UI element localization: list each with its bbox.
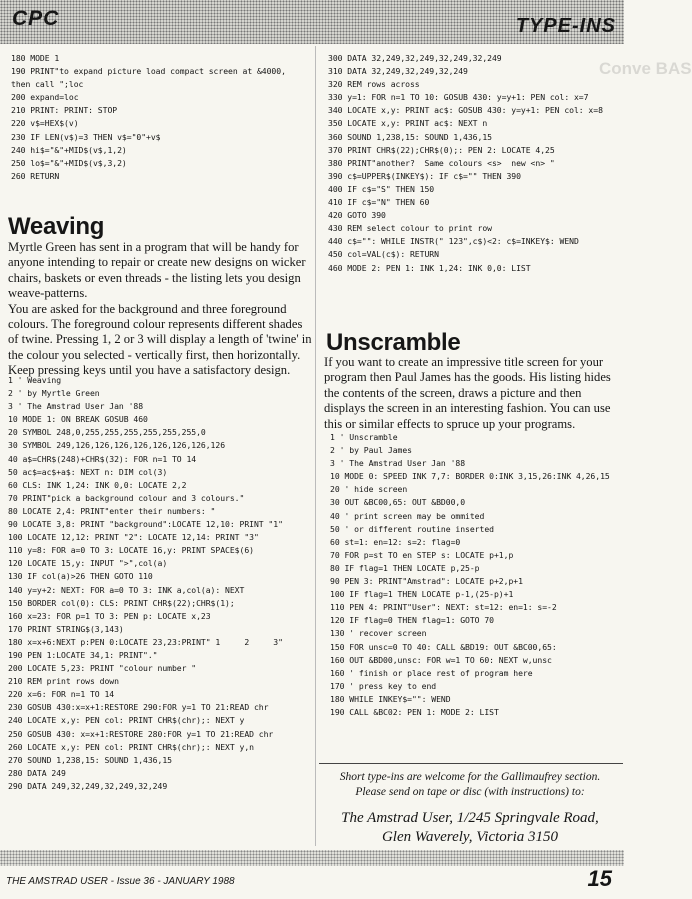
code-line: 240 LOCATE x,y: PEN col: PRINT CHR$(chr);: NEXT y	[8, 715, 245, 726]
unscramble-intro	[324, 355, 620, 432]
code-line: 150 BORDER col(0): CLS: PRINT CHR$(22);CHR$(1);	[8, 597, 235, 608]
code-line: 10 MODE 1: ON BREAK GOSUB 460	[8, 414, 148, 425]
code-line: 210 REM print rows down	[8, 676, 119, 687]
facing-page-bleed: Conve BAS	[599, 59, 692, 78]
code-line: 200 expand=loc	[11, 92, 79, 103]
notice-line-1: Short type-ins are welcome for the Gallimaufrey section.	[339, 771, 601, 783]
code-line: 310 DATA 32,249,32,249,32,249	[328, 66, 468, 77]
code-line: 360 SOUND 1,238,15: SOUND 1,436,15	[328, 131, 492, 142]
notice-address-1: The Amstrad User, 1/245 Springvale Road,	[341, 810, 599, 826]
code-line: 2 ' by Myrtle Green	[8, 388, 100, 399]
code-line: 330 y=1: FOR n=1 TO 10: GOSUB 430: y=y+1: PEN col: x=7	[328, 92, 589, 103]
code-line: 80 LOCATE 2,4: PRINT"enter their numbers: "	[8, 505, 216, 516]
footer-band	[0, 850, 624, 866]
code-line: 60 st=1: en=12: s=2: flag=0	[330, 536, 461, 547]
code-line: 2 ' by Paul James	[330, 445, 412, 456]
code-line: 10 MODE 0: SPEED INK 7,7: BORDER 0:INK 3,15,26:INK 4,26,15	[330, 471, 610, 482]
notice-address-2: Glen Waverely, Victoria 3150	[381, 829, 559, 845]
code-line: 340 LOCATE x,y: PRINT ac$: GOSUB 430: y=y+1: PEN col: x=8	[328, 105, 603, 116]
code-line: 120 IF flag=0 THEN flag=1: GOTO 70	[330, 615, 494, 626]
unscramble-para-1: If you want to create an impressive title screen for your program then Paul James has the goods. His listing hides the contents of the screen, draws a picture and then displays the screen in an interesting fashion. You can use this or similar effects to spruce up your programs.	[324, 355, 611, 431]
code-line: 410 IF c$="N" THEN 60	[328, 197, 430, 208]
code-line: 260 RETURN	[11, 170, 60, 181]
section-label: CPC	[12, 7, 60, 30]
code-line: 90 LOCATE 3,8: PRINT "background":LOCATE 12,10: PRINT "1"	[8, 519, 283, 530]
notice-line-2: Please send on tape or disc (with instructions) to:	[355, 786, 585, 798]
code-line: 160 ' finish or place rest of program here	[330, 667, 533, 678]
notice-top-rule	[319, 763, 623, 764]
code-line: 180 WHILE INKEY$="": WEND	[330, 693, 451, 704]
code-line: 1 ' Weaving	[8, 375, 62, 385]
code-line: 440 c$="": WHILE INSTR(" 123",c$)<2: c$=INKEY$: WEND	[328, 236, 579, 247]
code-line: 380 PRINT"another? Same colours <s> new <n> "	[328, 157, 555, 168]
code-line: 390 c$=UPPER$(INKEY$): IF c$="" THEN 390	[328, 170, 521, 181]
code-line: 30 OUT &BC00,65: OUT &BD00,0	[330, 497, 466, 508]
code-line: 60 CLS: INK 1,24: INK 0,0: LOCATE 2,2	[8, 479, 187, 490]
weaving-title: Weaving	[8, 213, 105, 240]
code-line: 40 ' print screen may be ommited	[330, 510, 485, 521]
code-line: 180 x=x+6:NEXT p:PEN 0:LOCATE 23,23:PRINT" 1 2 3"	[8, 636, 283, 647]
code-line: 90 PEN 3: PRINT"Amstrad": LOCATE p+2,p+1	[330, 576, 523, 587]
code-line: 70 FOR p=st TO en STEP s: LOCATE p+1,p	[330, 549, 514, 560]
code-line: 190 PRINT"to expand picture load compact screen at &4000,	[11, 66, 286, 77]
code-line: 230 IF LEN(v$)=3 THEN v$="0"+v$	[11, 131, 161, 142]
column-rule	[315, 46, 316, 846]
code-line: 160 OUT &BD00,unsc: FOR w=1 TO 60: NEXT w,unsc	[330, 654, 552, 665]
code-line: 250 lo$="&"+MID$(v$,3,2)	[11, 157, 127, 168]
code-line: 80 IF flag=1 THEN LOCATE p,25-p	[330, 562, 480, 573]
code-line: 50 ac$=ac$+a$: NEXT n: DIM col(3)	[8, 466, 168, 477]
code-line: 130 ' recover screen	[330, 628, 427, 639]
header-banner	[0, 0, 624, 44]
weaving-para-1: Myrtle Green has sent in a program that will be handy for anyone intending to repair or create new designs on wicker chairs, baskets or even threads - the listing lets you design weave-patterns.	[8, 240, 306, 301]
code-line: 70 PRINT"pick a background colour and 3 colours."	[8, 492, 245, 503]
code-line: 140 y=y+2: NEXT: FOR a=0 TO 3: INK a,col(a): NEXT	[8, 584, 245, 595]
code-line: 3 ' The Amstrad User Jan '88	[330, 458, 466, 469]
page-number: 15	[587, 866, 612, 891]
code-line: 170 ' press key to end	[330, 680, 437, 691]
code-line: 230 GOSUB 430:x=x+1:RESTORE 290:FOR y=1 TO 21:READ chr	[8, 702, 269, 713]
code-line: 180 MODE 1	[11, 53, 60, 63]
code-line: 30 SYMBOL 249,126,126,126,126,126,126,126,126	[8, 440, 226, 451]
code-line: 120 LOCATE 15,y: INPUT ">",col(a)	[8, 558, 168, 569]
weaving-intro	[8, 240, 314, 379]
code-line: 250 GOSUB 430: x=x+1:RESTORE 280:FOR y=1 TO 21:READ chr	[8, 728, 274, 739]
submission-notice	[320, 770, 620, 847]
code-line: 110 y=8: FOR a=0 TO 3: LOCATE 16,y: PRINT SPACE$(6)	[8, 545, 254, 556]
code-line: 100 IF flag=1 THEN LOCATE p-1,(25-p)+1	[330, 589, 514, 600]
code-line: 3 ' The Amstrad User Jan '88	[8, 401, 144, 412]
code-line: 300 DATA 32,249,32,249,32,249,32,249	[328, 53, 502, 63]
code-line: 40 a$=CHR$(248)+CHR$(32): FOR n=1 TO 14	[8, 453, 197, 464]
code-line: 150 FOR unsc=0 TO 40: CALL &BD19: OUT &BC00,65:	[330, 641, 557, 652]
code-line: 200 LOCATE 5,23: PRINT "colour number "	[8, 663, 197, 674]
code-line: 1 ' Unscramble	[330, 432, 398, 442]
code-line: then call ";loc	[11, 79, 84, 90]
code-line: 170 PRINT STRING$(3,143)	[8, 623, 124, 634]
code-line: 290 DATA 249,32,249,32,249,32,249	[8, 780, 168, 791]
code-line: 190 PEN 1:LOCATE 34,1: PRINT"."	[8, 649, 158, 660]
code-line: 240 hi$="&"+MID$(v$,1,2)	[11, 144, 127, 155]
code-line: 420 GOTO 390	[328, 210, 386, 221]
code-line: 190 CALL &BC02: PEN 1: MODE 2: LIST	[330, 706, 499, 717]
footer-text: THE AMSTRAD USER - Issue 36 - JANUARY 1988	[6, 876, 235, 887]
code-line: 130 IF col(a)>26 THEN GOTO 110	[8, 571, 153, 582]
code-line: 260 LOCATE x,y: PEN col: PRINT CHR$(chr);: NEXT y,n	[8, 741, 254, 752]
top-code-listing	[11, 52, 311, 183]
code-line: 210 PRINT: PRINT: STOP	[11, 105, 118, 116]
code-line: 20 SYMBOL 248,0,255,255,255,255,255,255,0	[8, 427, 206, 438]
unscramble-title: Unscramble	[326, 329, 461, 356]
code-line: 20 ' hide screen	[330, 484, 408, 495]
unscramble-code-listing	[330, 431, 623, 719]
code-line: 430 REM select colour to print row	[328, 223, 492, 234]
code-line: 220 v$=HEX$(v)	[11, 118, 79, 129]
code-line: 100 LOCATE 12,12: PRINT "2": LOCATE 12,14: PRINT "3"	[8, 532, 259, 543]
code-line: 50 ' or different routine inserted	[330, 523, 494, 534]
code-line: 370 PRINT CHR$(22);CHR$(0);: PEN 2: LOCATE 4,25	[328, 144, 555, 155]
weaving-para-2: You are asked for the background and three foreground colours. The foreground colour represents different shades of twine. Pressing 1, 2 or 3 will display a length of 'twine' in the colour you selected - vertically first, then horizontally. Keep pressing keys until you have a satisfactory design.	[8, 301, 312, 378]
code-line: 350 LOCATE x,y: PRINT ac$: NEXT n	[328, 118, 488, 129]
code-line: 400 IF c$="S" THEN 150	[328, 183, 435, 194]
code-line: 270 SOUND 1,238,15: SOUND 1,436,15	[8, 754, 172, 765]
code-line: 450 col=VAL(c$): RETURN	[328, 249, 439, 260]
category-label: TYPE-INS	[515, 15, 616, 37]
code-line: 160 x=23: FOR p=1 TO 3: PEN p: LOCATE x,23	[8, 610, 211, 621]
code-line: 280 DATA 249	[8, 767, 66, 778]
code-line: 320 REM rows across	[328, 79, 420, 90]
code-line: 220 x=6: FOR n=1 TO 14	[8, 689, 115, 700]
code-line: 460 MODE 2: PEN 1: INK 1,24: INK 0,0: LIST	[328, 262, 531, 273]
weaving-code-listing	[8, 374, 314, 793]
code-line: 110 PEN 4: PRINT"User": NEXT: st=12: en=1: s=-2	[330, 602, 557, 613]
